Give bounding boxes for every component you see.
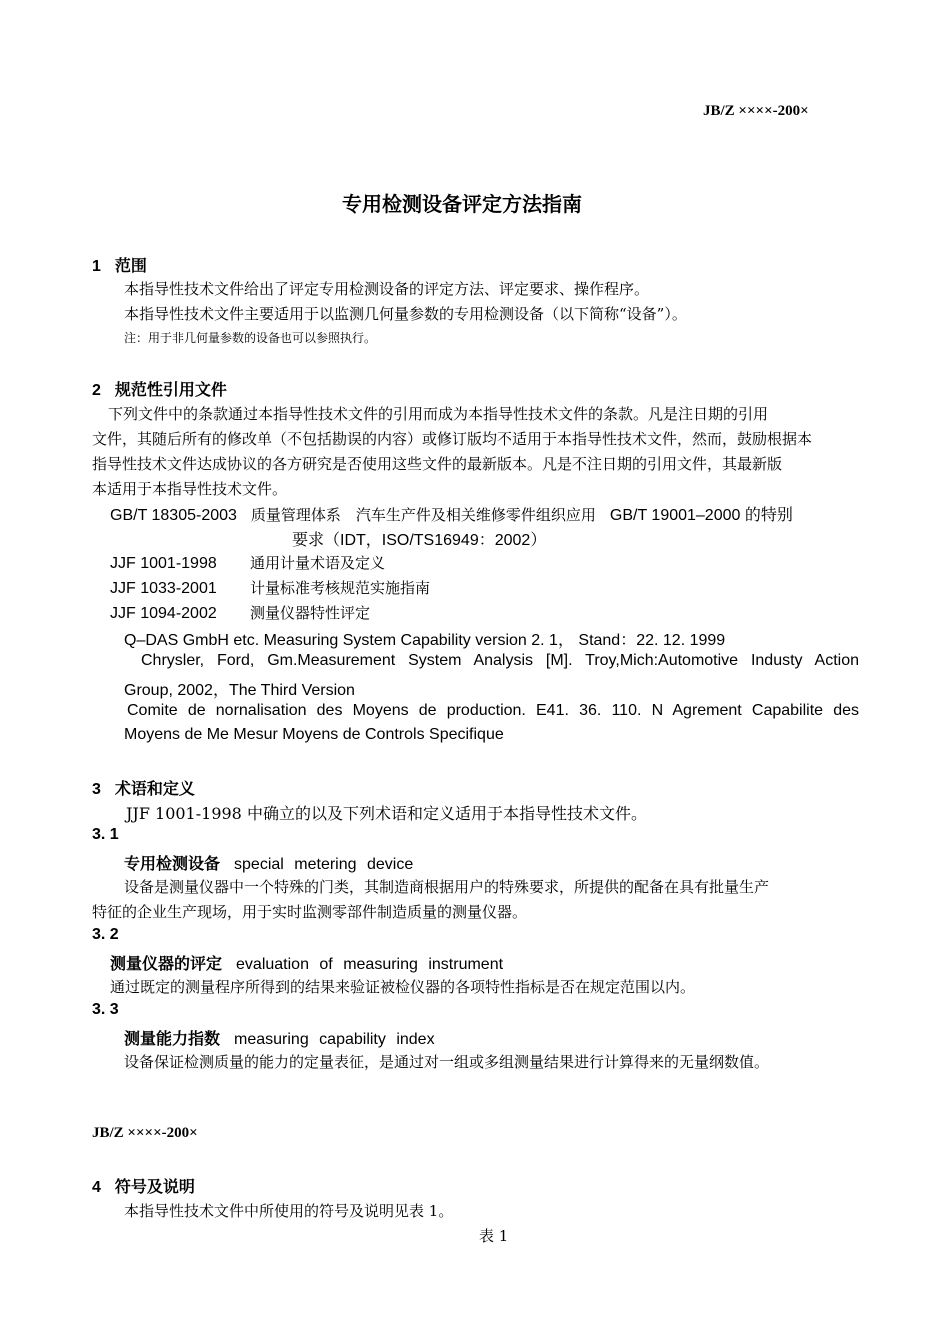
- section-number: 1: [92, 258, 101, 275]
- reference-continuation: 要求（IDT，ISO/TS16949：2002）: [292, 532, 547, 549]
- external-reference: Group, 2002，The Third Version: [124, 682, 355, 699]
- term-heading: [124, 1026, 435, 1049]
- term-definition: 通过既定的测量程序所得到的结果来验证被检仪器的各项特性指标是否在规定范围以内。: [110, 978, 696, 996]
- reference-title: 通用计量术语及定义: [250, 554, 386, 572]
- paragraph-line: 文件，其随后所有的修改单（不包括勘误的内容）或修订版均不适用于本指导性技术文件，然而，鼓励根据本: [92, 430, 813, 448]
- paragraph: 本指导性技术文件中所使用的符号及说明见表 1。: [124, 1202, 454, 1220]
- note: 注：用于非几何量参数的设备也可以参照执行。: [124, 331, 377, 345]
- reference-code: JJF 1094-2002: [110, 605, 217, 622]
- reference-item: [110, 502, 793, 525]
- header-doc-code: JB/Z ××××-200×: [703, 103, 809, 119]
- term-definition: 特征的企业生产现场，用于实时监测零部件制造质量的测量仪器。: [92, 903, 528, 921]
- section-title: 符号及说明: [114, 1179, 195, 1196]
- reference-item: [110, 552, 385, 573]
- reference-title: 测量仪器特性评定: [250, 604, 371, 622]
- section-number: 2: [92, 382, 101, 399]
- page-title: 专用检测设备评定方法指南: [342, 192, 582, 216]
- reference-code: JJF 1001-1998: [110, 555, 217, 572]
- term-number: 3. 2: [92, 926, 119, 943]
- paragraph-line: 本适用于本指导性技术文件。: [92, 480, 288, 498]
- reference-title: 计量标准考核规范实施指南: [250, 579, 431, 597]
- term-definition: 设备保证检测质量的能力的定量表征，是通过对一组或多组测量结果进行计算得来的无量纲数值。: [124, 1053, 770, 1071]
- paragraph: 本指导性技术文件主要适用于以监测几何量参数的专用检测设备（以下简称“设备”）。: [124, 305, 687, 323]
- term-chinese: 测量能力指数: [124, 1031, 221, 1048]
- term-chinese: 专用检测设备: [124, 856, 221, 873]
- section-title: 规范性引用文件: [114, 382, 227, 399]
- term-english: evaluation of measuring instrument: [236, 956, 504, 973]
- paragraph-line: 指导性技术文件达成协议的各方研究是否使用这些文件的最新版本。凡是不注日期的引用文件，其最新版: [92, 455, 783, 473]
- section-4-heading: [92, 1174, 195, 1197]
- reference-tail: GB/T 19001–2000 的特别: [609, 507, 793, 524]
- paragraph-line: 下列文件中的条款通过本指导性技术文件的引用而成为本指导性技术文件的条款。凡是注日期的引用: [108, 405, 769, 423]
- reference-code: GB/T 18305-2003: [110, 507, 237, 524]
- external-reference: Q–DAS GmbH etc. Measuring System Capability version 2. 1， Stand：22. 12. 1999: [124, 632, 726, 649]
- section-title: 范围: [114, 258, 147, 275]
- term-english: measuring capability index: [234, 1031, 435, 1048]
- term-heading: [124, 851, 413, 874]
- section-number: 3: [92, 781, 101, 798]
- section-2-heading: [92, 377, 227, 400]
- term-chinese: 测量仪器的评定: [110, 956, 223, 973]
- term-definition: 设备是测量仪器中一个特殊的门类，其制造商根据用户的特殊要求，所提供的配备在具有批量生产: [124, 878, 770, 896]
- external-reference: Moyens de Me Mesur Moyens de Controls Specifique: [124, 726, 504, 743]
- reference-item: [110, 602, 370, 623]
- paragraph: JJF 1001-1998 中确立的以及下列术语和定义适用于本指导性技术文件。: [126, 804, 647, 823]
- section-number: 4: [92, 1179, 101, 1196]
- reference-code: JJF 1033-2001: [110, 580, 217, 597]
- external-reference: Chrysler, Ford, Gm.Measurement System Analysis [M]. Troy,Mich:Automotive Industy Action: [141, 652, 859, 669]
- section-3-heading: [92, 776, 195, 799]
- term-number: 3. 1: [92, 826, 119, 843]
- term-english: special metering device: [234, 856, 414, 873]
- footer-doc-code: JB/Z ××××-200×: [92, 1125, 198, 1141]
- section-1-heading: [92, 253, 147, 276]
- external-reference: Comite de nornalisation des Moyens de production. E41. 36. 110. N Agrement Capabilite des: [127, 702, 859, 719]
- table-caption: 表 1: [479, 1227, 509, 1245]
- reference-item: [110, 577, 430, 598]
- term-heading: [110, 951, 503, 974]
- paragraph: 本指导性技术文件给出了评定专用检测设备的评定方法、评定要求、操作程序。: [124, 280, 650, 298]
- reference-title: 质量管理体系 汽车生产件及相关维修零件组织应用: [250, 506, 596, 524]
- section-title: 术语和定义: [114, 781, 195, 798]
- term-number: 3. 3: [92, 1001, 119, 1018]
